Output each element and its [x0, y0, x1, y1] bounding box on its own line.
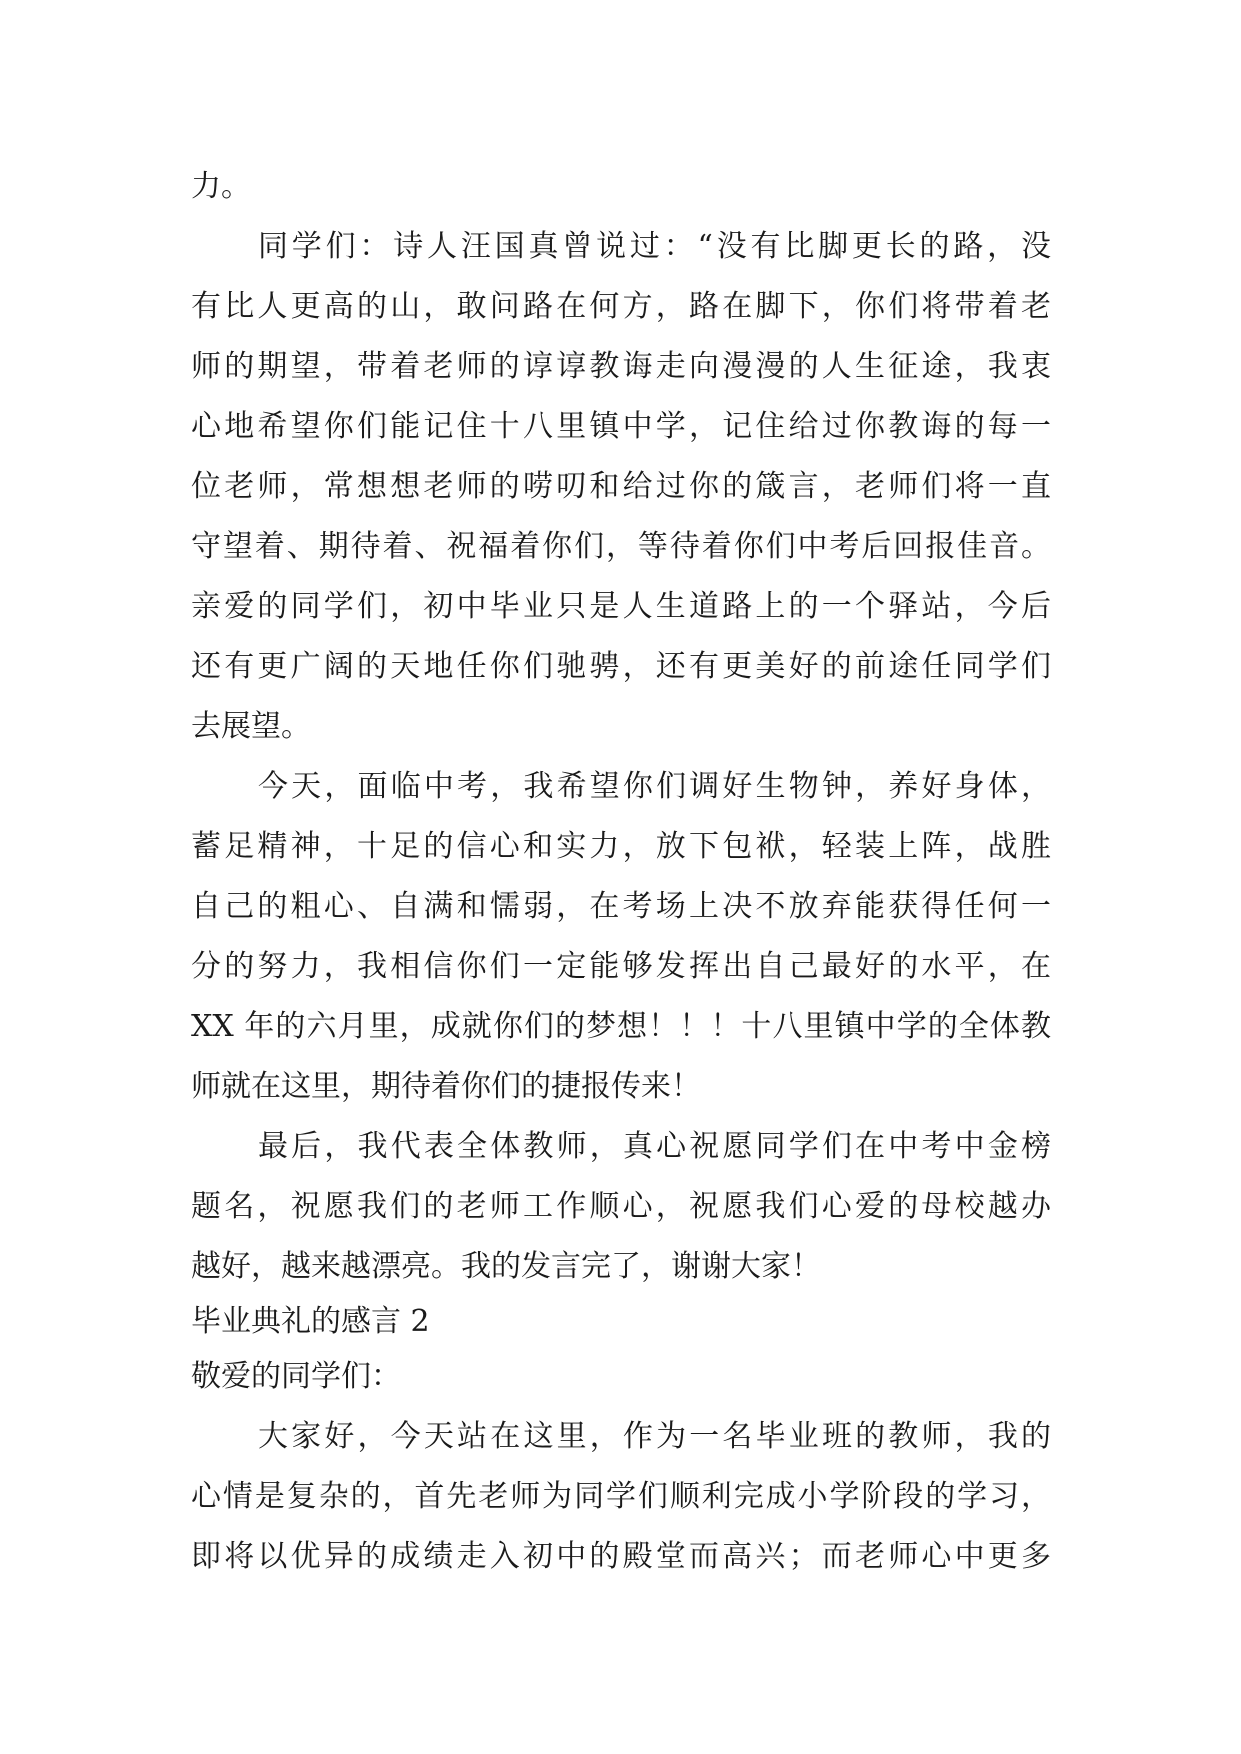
text-line: 蓄足精神，十足的信心和实力，放下包袱，轻装上阵，战胜: [191, 829, 1051, 864]
text-line: 心地希望你们能记住十八里镇中学，记住给过你教诲的每一: [191, 409, 1051, 444]
text-line: 自己的粗心、自满和懦弱，在考场上决不放弃能获得任何一: [191, 889, 1051, 924]
paragraph-start: 今天，面临中考，我希望你们调好生物钟，养好身体，: [258, 769, 1051, 804]
text-line: 去展望。: [191, 709, 311, 744]
salutation: 敬爱的同学们：: [191, 1359, 401, 1394]
text-line: 心情是复杂的，首先老师为同学们顺利完成小学阶段的学习，: [191, 1479, 1051, 1514]
text-line: 越好，越来越漂亮。我的发言完了，谢谢大家！: [191, 1249, 821, 1284]
text-line: 师就在这里，期待着你们的捷报传来！: [191, 1069, 701, 1104]
text-line: 分的努力，我相信你们一定能够发挥出自己最好的水平，在: [191, 949, 1051, 984]
text-line: 有比人更高的山，敢问路在何方，路在脚下，你们将带着老: [191, 289, 1051, 324]
text-line: 守望着、期待着、祝福着你们，等待着你们中考后回报佳音。: [191, 529, 1051, 564]
paragraph-start: 最后，我代表全体教师，真心祝愿同学们在中考中金榜: [258, 1129, 1051, 1164]
text-line: 还有更广阔的天地任你们驰骋，还有更美好的前途任同学们: [191, 649, 1051, 684]
paragraph-start: 大家好，今天站在这里，作为一名毕业班的教师，我的: [258, 1419, 1051, 1454]
section-heading: 毕业典礼的感言 2: [191, 1304, 430, 1339]
text-line: 师的期望，带着老师的谆谆教诲走向漫漫的人生征途，我衷: [191, 349, 1051, 384]
text-line: 亲爱的同学们，初中毕业只是人生道路上的一个驿站，今后: [191, 589, 1051, 624]
text-line: 位老师，常想想老师的唠叨和给过你的箴言，老师们将一直: [191, 469, 1051, 504]
text-line: 题名，祝愿我们的老师工作顺心，祝愿我们心爱的母校越办: [191, 1189, 1051, 1224]
text-line: 即将以优异的成绩走入初中的殿堂而高兴；而老师心中更多: [191, 1539, 1051, 1574]
text-line: 力。: [191, 169, 251, 204]
paragraph-start: 同学们：诗人汪国真曾说过：“没有比脚更长的路，没: [258, 229, 1051, 264]
text-line: XX 年的六月里，成就你们的梦想！！！十八里镇中学的全体教: [191, 1009, 1051, 1044]
